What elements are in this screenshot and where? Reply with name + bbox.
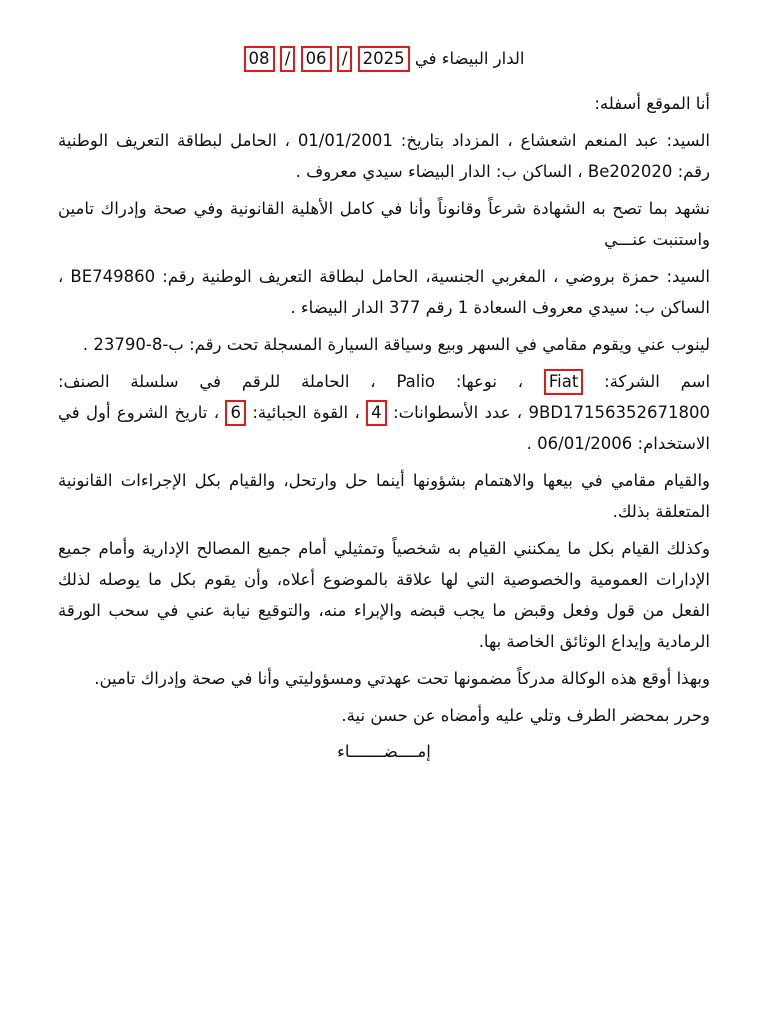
principal-text-a: السيد: عبد المنعم اشعشاع ، المزداد بتاريخ: — [400, 131, 711, 150]
header-date — [244, 49, 410, 68]
header-place-date — [58, 44, 710, 74]
principal-text-d: ، الساكن ب: الدار البيضاء سيدي معروف . — [295, 162, 583, 181]
principal-birth-date: 01/01/2001 — [297, 131, 393, 150]
agent-paragraph — [58, 261, 710, 323]
agent-text-a: السيد: حمزة بروضي ، المغربي الجنسية، الحامل لبطاقة التعريف الوطنية رقم: — [162, 267, 711, 286]
vehicle-serial: 9BD17156352671800 — [528, 403, 711, 422]
principal-text-b: ، الحامل لبطاقة التعريف الوطنية — [58, 131, 290, 150]
vehicle-brand: Fiat — [544, 369, 583, 395]
vehicle-model-label: ، نوعها: — [455, 372, 524, 391]
vehicle-serial-label: ، الحاملة للرقم في سلسلة الصنف: — [58, 372, 376, 391]
intro-line: أنا الموقع أسفله: — [594, 94, 710, 113]
principal-id-number: Be202020 — [587, 162, 673, 181]
date-month: 06 — [301, 46, 332, 72]
vehicle-cylinders: 4 — [366, 400, 387, 426]
date-year: 2025 — [358, 46, 410, 72]
agent-id-number: BE749860 — [70, 267, 156, 286]
signature-label: إمــــضـــــــاء — [337, 742, 431, 761]
vehicle-power: 6 — [225, 400, 246, 426]
vehicle-plate: 23790-ب-8 — [93, 335, 184, 354]
mandate-text: لينوب عني ويقوم مقامي في السهر وبيع وسياقة السيارة المسجلة تحت رقم: — [189, 335, 710, 354]
agent-text-b: ، الساكن ب: سيدي معروف السعادة 1 رقم 377 الدار البيضاء . — [58, 267, 710, 317]
signing-paragraph: وبهذا أوقع هذه الوكالة مدركاً مضمونها تحت عهدتي ومسؤوليتي وأنا في صحة وإدراك تامين. — [94, 669, 710, 688]
date-day: 08 — [244, 46, 275, 72]
sale-paragraph: والقيام مقامي في بيعها والاهتمام بشؤونها أينما حل وارتحل، والقيام بكل الإجراءات القانونية المتعلقة بذلك. — [58, 471, 710, 521]
declaration-paragraph: نشهد بما تصح به الشهادة شرعاً وقانوناً وأنا في كامل الأهلية القانونية وفي صحة وإدراك تامين واستنبت عنـــي — [58, 199, 710, 249]
mandate-end: . — [82, 335, 89, 354]
vehicle-end: . — [526, 434, 532, 453]
vehicle-model: Palio — [396, 372, 436, 391]
closing-line: وحرر بمحضر الطرف وتلي عليه وأمضاه عن حسن نية. — [341, 706, 710, 725]
mandate-paragraph — [58, 329, 710, 360]
date-separator: / — [280, 46, 296, 72]
header-city: الدار البيضاء في — [414, 49, 525, 68]
principal-paragraph — [58, 125, 710, 187]
vehicle-power-label: ، القوة الجبائية: — [252, 403, 360, 422]
vehicle-first-use-label: ، تاريخ الشروع أول في الاستخدام: — [58, 403, 710, 453]
date-separator: / — [337, 46, 353, 72]
vehicle-cylinders-label: ، عدد الأسطوانات: — [393, 403, 523, 422]
principal-text-c: رقم: — [677, 162, 710, 181]
vehicle-brand-label: اسم الشركة: — [604, 372, 711, 391]
representation-paragraph: وكذلك القيام بكل ما يمكنني القيام به شخصياً وتمثيلي أمام جميع المصالح الإدارية وأمام جميع الإدارات العمومية والخصوصية التي لها علاقة بالموضوع أعلاه، وأن يقوم بكل ما يوصله لذلك الفعل من قول وفعل وقبض ما يجب قبضه والإبراء منه، والتوقيع نيابة عني في سحب الورقة الرمادية وإيداع الوثائق الخاصة بها. — [58, 539, 710, 651]
vehicle-paragraph — [58, 366, 710, 459]
vehicle-first-use-date: 06/01/2006 — [537, 434, 633, 453]
